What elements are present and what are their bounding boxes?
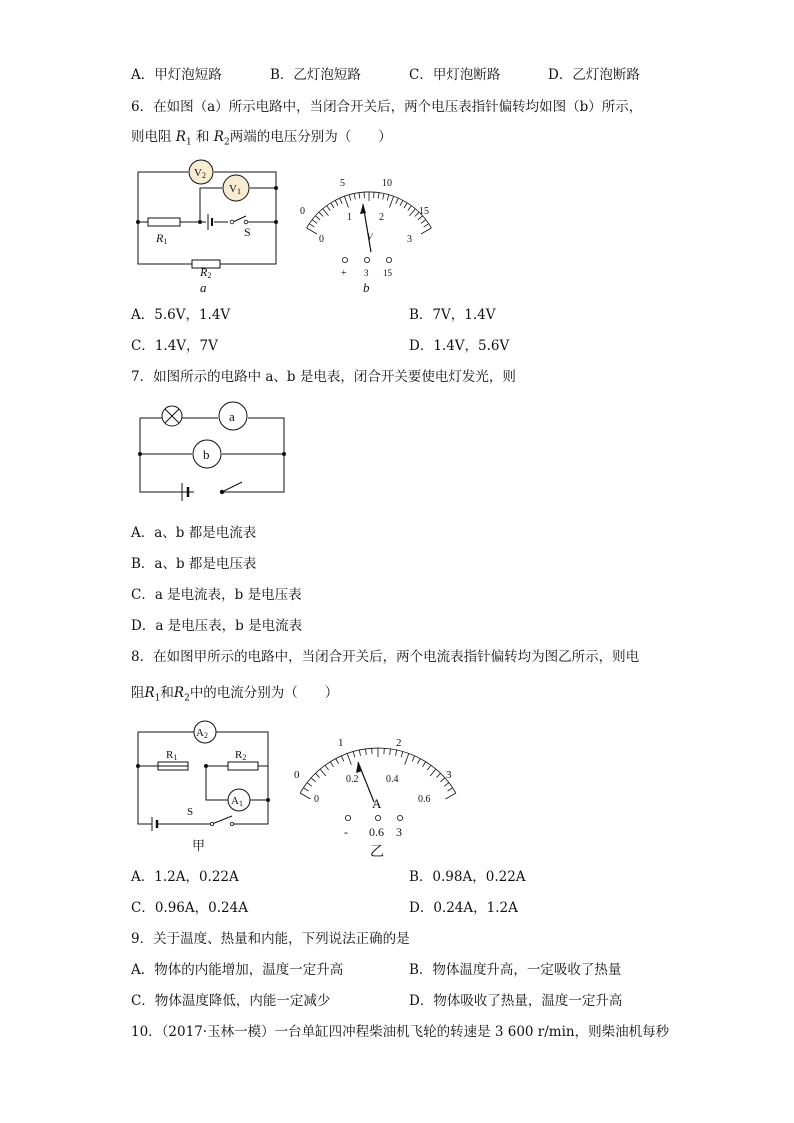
terminal-label: 3 (364, 268, 369, 278)
dial-scale-tick (387, 195, 389, 201)
dial-scale-tick (335, 200, 338, 205)
figure-caption-b: b (363, 280, 370, 295)
question-10-stem: 10．（2017·玉林一模）一台单缸四冲程柴油机飞轮的转速是 3 600 r/min，则柴油机每秒 (131, 1024, 670, 1040)
option-c: C．a 是电流表，b 是电压表 (131, 587, 302, 603)
dial-top-tick: 2 (396, 737, 402, 749)
option-a: A．物体的内能增加，温度一定升高 (131, 962, 344, 978)
dial-scale-tick (344, 196, 348, 207)
option-b: B．0.98A，0.22A (409, 869, 526, 885)
circuit-diagram-q7 (132, 398, 292, 504)
dial-bottom-tick: 0.4 (386, 774, 399, 785)
stem-text: 和 (160, 685, 174, 701)
dial-scale-tick (440, 778, 445, 782)
dial-scale-tick (320, 769, 326, 776)
dial-bottom-tick: 0 (319, 234, 324, 245)
v1-label: V1 (229, 183, 241, 196)
dial-scale-tick (412, 756, 414, 762)
dial-bottom-tick: 0.2 (346, 774, 359, 785)
terminal (345, 815, 350, 820)
a2-label: A2 (196, 727, 208, 740)
dial-scale-tick (303, 788, 308, 791)
option-c: C．甲灯泡断路 (409, 67, 501, 83)
dial-scale-tick (383, 194, 384, 200)
dial-scale-tick (436, 773, 440, 777)
option-b: B．a、b 都是电压表 (131, 556, 257, 572)
dial-unit: V (367, 232, 373, 242)
circuit-diagram-jia (132, 718, 282, 856)
dial-scale-tick (323, 209, 329, 216)
terminal (364, 257, 369, 262)
dial-scale-tick (353, 752, 355, 758)
dial-scale-tick (309, 224, 314, 227)
dial-scale-tick (404, 203, 407, 208)
option-c: C．0.96A，0.24A (131, 900, 248, 916)
dial-top-tick: 5 (340, 178, 345, 189)
r2-symbol: R (213, 129, 224, 145)
r2-symbol: R (173, 685, 185, 701)
voltmeter-dial (295, 168, 445, 298)
option-b: B．乙灯泡短路 (270, 67, 361, 83)
r2-subscript: 2 (223, 137, 230, 148)
meter-b-label: b (203, 447, 210, 462)
terminal (386, 257, 391, 262)
terminal-label: 0.6 (369, 825, 384, 839)
terminal-label: 3 (396, 825, 402, 839)
ammeter-dial (288, 728, 468, 864)
dial-scale-tick (336, 759, 339, 764)
switch-label: S (244, 225, 251, 239)
dial-bottom-tick: 2 (379, 212, 384, 223)
stem-text: 两端的电压分别为（ ） (229, 129, 392, 145)
dial-bottom-tick: 0.6 (418, 794, 431, 805)
figure-caption-yi: 乙 (370, 845, 384, 860)
option-d: D．物体吸收了热量，温度一定升高 (409, 993, 623, 1009)
dial-bottom-tick: 3 (407, 234, 412, 245)
dial-scale-tick (307, 228, 317, 234)
dial-scale-tick (316, 773, 320, 777)
figure-caption-jia: 甲 (192, 838, 206, 853)
dial-scale-tick (316, 216, 321, 220)
r1-symbol: R (175, 129, 186, 145)
stem-text: 中的电流分别为（ ） (189, 685, 339, 701)
dial-scale-tick (446, 793, 456, 799)
dial-scale-tick (421, 220, 426, 224)
dial-top-tick: 15 (419, 206, 429, 217)
dial-bottom-tick: 0 (314, 794, 319, 805)
dial-scale-tick (354, 194, 355, 200)
option-c: C．物体温度降低，内能一定减少 (131, 993, 331, 1009)
dial-scale-tick (421, 228, 431, 234)
dial-scale-tick (349, 195, 351, 201)
dial-scale-tick (401, 752, 403, 758)
dial-scale-tick (424, 224, 429, 227)
dial-scale-tick (359, 193, 360, 199)
dial-scale-tick (378, 193, 379, 199)
dial-scale-tick (311, 778, 316, 782)
terminal (342, 257, 347, 262)
option-a: A．5.6V，1.4V (131, 307, 231, 323)
dial-scale-tick (396, 750, 397, 756)
dial-bottom-tick: 1 (347, 212, 352, 223)
option-d: D．a 是电压表，b 是电流表 (131, 618, 303, 634)
dial-scale-tick (390, 749, 391, 755)
dial-scale-tick (448, 788, 453, 791)
option-d: D．乙灯泡断路 (548, 67, 640, 83)
dial-scale-tick (408, 206, 412, 211)
option-a: A．1.2A，0.22A (131, 869, 239, 885)
option-d: D．0.24A，1.2A (409, 900, 518, 916)
stem-text: 和 (191, 129, 214, 145)
dial-scale-tick (405, 753, 409, 764)
r2-subscript: 2 (184, 693, 190, 704)
r1-label: R1 (166, 749, 178, 762)
dial-top-tick: 1 (338, 737, 344, 749)
question-8-stem-line2 (131, 684, 338, 708)
dial-scale-tick (307, 783, 312, 787)
dial-scale-tick (300, 793, 310, 799)
question-7-stem: 7．如图所示的电路中 a、b 是电表，闭合开关要使电灯发光，则 (131, 369, 516, 385)
option-c: C．1.4V，7V (131, 338, 218, 354)
question-6-stem-line1: 6．在如图（a）所示电路中，当闭合开关后，两个电压表指针偏转均如图（b）所示， (131, 99, 643, 115)
dial-scale-tick (430, 769, 436, 776)
stem-text: 则电阻 (131, 129, 176, 145)
terminal (397, 815, 402, 820)
option-b: B．7V，1.4V (409, 307, 496, 323)
dial-scale-tick (331, 203, 334, 208)
r2-label: R2 (235, 749, 247, 762)
meter-a-label: a (229, 409, 235, 424)
terminal-label: + (341, 268, 347, 279)
dial-scale-tick (390, 196, 394, 207)
dial-scale-tick (327, 206, 331, 211)
r1-subscript: 1 (185, 137, 192, 148)
dial-scale-tick (423, 762, 426, 767)
r1-subscript: 1 (154, 693, 161, 704)
stem-text: 阻 (131, 685, 145, 701)
dial-top-tick: 0 (300, 206, 305, 217)
dial-top-tick: 3 (446, 769, 452, 781)
dial-scale-tick (341, 756, 343, 762)
dial-top-tick: 10 (382, 178, 392, 189)
dial-scale-tick (427, 765, 431, 770)
dial-scale-tick (340, 198, 343, 204)
dial-scale-tick (410, 209, 416, 216)
r2-label: R2 (200, 265, 212, 280)
r1-label: R1 (156, 231, 168, 246)
dial-top-tick: 0 (294, 769, 300, 781)
question-6-stem-line2 (131, 128, 392, 152)
a1-label: A1 (231, 795, 243, 808)
question-9-stem: 9．关于温度、热量和内能，下列说法正确的是 (131, 931, 410, 947)
dial-scale-tick (366, 749, 367, 755)
option-a: A．a、b 都是电流表 (131, 525, 257, 541)
option-b: B．物体温度升高，一定吸收了热量 (409, 962, 622, 978)
dial-scale-tick (417, 759, 420, 764)
terminal-label: 15 (383, 268, 392, 278)
dial-scale-tick (359, 750, 360, 756)
switch-label: S (187, 806, 194, 818)
terminal-label: - (344, 825, 348, 839)
dial-scale-tick (312, 220, 317, 224)
terminal (375, 815, 380, 820)
question-8-stem-line1: 8．在如图甲所示的电路中，当闭合开关后，两个电流表指针偏转均为图乙所示，则电 (131, 649, 640, 665)
dial-unit: A (372, 796, 382, 811)
dial-scale-tick (347, 753, 351, 764)
option-a: A．甲灯泡短路 (131, 67, 222, 83)
dial-scale-tick (444, 783, 449, 787)
figure-caption-a: a (200, 280, 207, 295)
dial-scale-tick (330, 762, 333, 767)
dial-scale-tick (400, 200, 403, 205)
dial-scale-tick (319, 212, 323, 216)
option-d: D．1.4V，5.6V (409, 338, 510, 354)
v2-label: V2 (194, 167, 206, 180)
dial-scale-tick (396, 198, 399, 204)
dial-scale-tick (325, 765, 329, 770)
r1-symbol: R (144, 685, 155, 701)
circuit-diagram-a (128, 158, 288, 298)
